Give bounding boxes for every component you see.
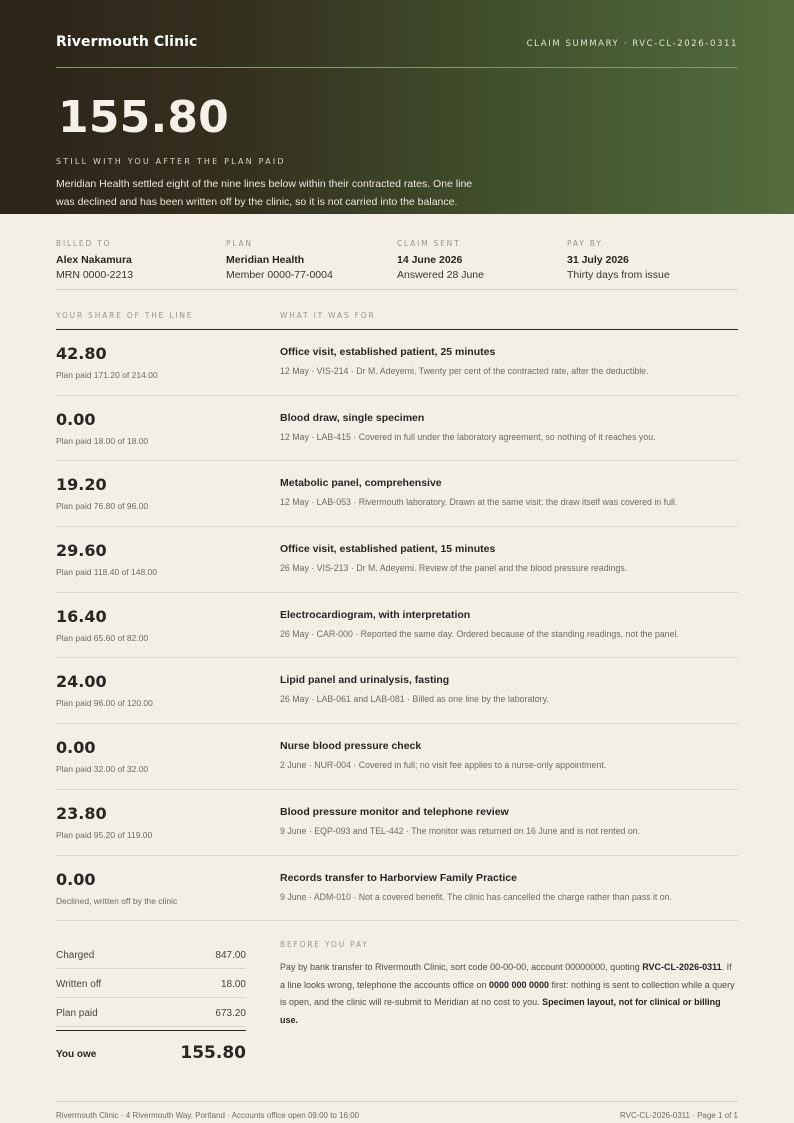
patient-name: Alex Nakamura [56, 254, 132, 266]
line-share-amount: 0.00 [56, 409, 96, 429]
billed-to [56, 239, 226, 281]
total-value: 18.00 [220, 979, 246, 990]
line-plan-paid: Plan paid 76.80 of 96.00 [56, 501, 149, 512]
line-title: Lipid panel and urinalysis, fasting [280, 674, 450, 687]
pay-by [567, 239, 737, 281]
line-plan-paid: Plan paid 96.00 of 120.00 [56, 698, 153, 709]
line-share-amount: 24.00 [56, 672, 107, 692]
line-detail: 12 May · VIS-214 · Dr M. Adeyemi. Twenty per cent of the contracted rate, after the deductible. [280, 366, 649, 376]
meta-label: PAY BY [567, 239, 603, 248]
line-detail: 26 May · CAR-000 · Reported the same day. Ordered because of the standing readings, not the panel. [280, 628, 679, 639]
line-title: Nurse blood pressure check [280, 740, 422, 753]
plan [226, 239, 396, 281]
plan-name: Meridian Health [226, 254, 305, 266]
pay-by-date: 31 July 2026 [567, 254, 629, 266]
total-label: Plan paid [56, 1008, 98, 1019]
line-plan-paid: Plan paid 95.20 of 119.00 [56, 829, 153, 840]
footer-page-info: RVC-CL-2026-0311 · Page 1 of 1 [620, 1111, 738, 1120]
total-charged [56, 940, 246, 969]
you-owe-amount: 155.80 [180, 1043, 246, 1063]
payment-instructions [280, 959, 738, 1029]
list-item [56, 593, 738, 659]
list-item [56, 396, 738, 462]
line-share-amount: 19.20 [56, 475, 107, 495]
list-item [56, 330, 738, 396]
accounts-phone: 0000 000 0000 [488, 979, 550, 990]
line-plan-paid: Plan paid 171.20 of 214.00 [56, 370, 158, 380]
claim-reference: CLAIM SUMMARY · RVC-CL-2026-0311 [526, 39, 738, 49]
line-detail: 26 May · VIS-213 · Dr M. Adeyemi. Review of the panel and the blood pressure readings. [280, 563, 628, 574]
line-share-amount: 0.00 [56, 869, 96, 889]
claim-summary-text: Meridian Health settled eight of the nine lines below within their contracted rates. One line was declined and has been written off by the clinic, so it is not carried into the balance. [56, 178, 473, 208]
balance-amount: 155.80 [58, 92, 229, 143]
line-detail: 12 May · LAB-053 · Rivermouth laboratory. Drawn at the same visit; the draw itself was covered in full. [280, 497, 678, 508]
list-item [56, 527, 738, 593]
clinic-name: Rivermouth Clinic [56, 34, 198, 50]
line-detail: 12 May · LAB-415 · Covered in full under the laboratory agreement, so nothing of it reaches you. [280, 431, 656, 442]
list-item [56, 461, 738, 527]
balance-caption: STILL WITH YOU AFTER THE PLAN PAID [56, 157, 286, 166]
claim-lines [56, 330, 738, 921]
total-label: Written off [56, 979, 102, 990]
instruction-text: . If a line looks wrong, telephone the accounts office on [280, 962, 732, 990]
total-value: 847.00 [215, 950, 246, 961]
payment-reference: RVC-CL-2026-0311 [642, 962, 722, 972]
total-value: 673.20 [215, 1008, 246, 1019]
line-plan-paid: Plan paid 18.00 of 18.00 [56, 435, 149, 446]
line-detail: 9 June · EQP-093 and TEL-442 · The monitor was returned on 16 June and is not rented on. [280, 825, 641, 836]
claim-sent [397, 239, 567, 281]
instruction-text: first: nothing is sent to collection while a query is open, and the clinic will re-submit to Meridian at no cost to you. [280, 979, 735, 1007]
meta-label: BILLED TO [56, 239, 112, 248]
meta-label: CLAIM SENT [397, 239, 461, 248]
total-label: Charged [56, 950, 95, 961]
line-detail: 26 May · LAB-061 and LAB-081 · Billed as one line by the laboratory. [280, 694, 549, 705]
patient-mrn: MRN 0000-2213 [56, 269, 134, 281]
total-you-owe [56, 1030, 246, 1070]
header-divider [56, 67, 738, 68]
you-owe-label: You owe [56, 1049, 97, 1060]
line-plan-paid: Plan paid 32.00 of 32.00 [56, 764, 149, 775]
line-plan-paid: Plan paid 118.40 of 148.00 [56, 567, 157, 578]
claim-sent-date: 14 June 2026 [397, 254, 463, 266]
footer-divider [56, 1101, 738, 1102]
line-share-amount: 0.00 [56, 738, 96, 758]
before-you-pay-label: BEFORE YOU PAY [280, 940, 369, 949]
specimen-notice: Specimen layout, not for clinical or billing use. [280, 997, 721, 1025]
line-plan-paid: Declined, written off by the clinic [56, 895, 178, 906]
line-share-amount: 42.80 [56, 344, 107, 363]
header-banner [0, 0, 794, 214]
claim-details [56, 239, 738, 290]
instruction-text: Pay by bank transfer to Rivermouth Clinic, sort code 00-00-00, account 00000000, quoting [280, 962, 643, 972]
list-item [56, 856, 738, 922]
claim-answered-date: Answered 28 June [397, 269, 484, 281]
total-plan-paid [56, 998, 246, 1027]
line-plan-paid: Plan paid 65.60 of 82.00 [56, 632, 149, 643]
line-detail: 2 June · NUR-004 · Covered in full; no visit fee applies to a nurse-only appointment. [280, 760, 607, 771]
line-share-amount: 23.80 [56, 803, 107, 823]
line-title: Office visit, established patient, 25 minutes [280, 346, 496, 358]
share-column-header: YOUR SHARE OF THE LINE [56, 311, 194, 320]
line-title: Metabolic panel, comprehensive [280, 477, 442, 490]
line-detail: 9 June · ADM-010 · Not a covered benefit. The clinic has cancelled the charge rather than pass it on. [280, 891, 673, 902]
line-title: Blood draw, single specimen [280, 411, 425, 424]
what-column-header: WHAT IT WAS FOR [280, 311, 376, 320]
before-you-pay [280, 940, 738, 1029]
line-title: Office visit, established patient, 15 minutes [280, 543, 496, 556]
list-item [56, 790, 738, 856]
footer-address: Rivermouth Clinic · 4 Rivermouth Way, Portland · Accounts office open 09:00 to 16:00 [56, 1111, 360, 1120]
line-share-amount: 29.60 [56, 541, 107, 561]
meta-label: PLAN [226, 239, 253, 248]
totals-table [56, 940, 246, 1063]
line-title: Electrocardiogram, with interpretation [280, 608, 471, 621]
line-title: Records transfer to Harborview Family Practice [280, 871, 517, 884]
member-number: Member 0000-77-0004 [226, 269, 333, 281]
list-item [56, 724, 738, 790]
total-written-off [56, 969, 246, 998]
list-item [56, 658, 738, 724]
line-share-amount: 16.40 [56, 606, 107, 626]
line-title: Blood pressure monitor and telephone review [280, 805, 509, 818]
pay-by-terms: Thirty days from issue [567, 269, 670, 281]
